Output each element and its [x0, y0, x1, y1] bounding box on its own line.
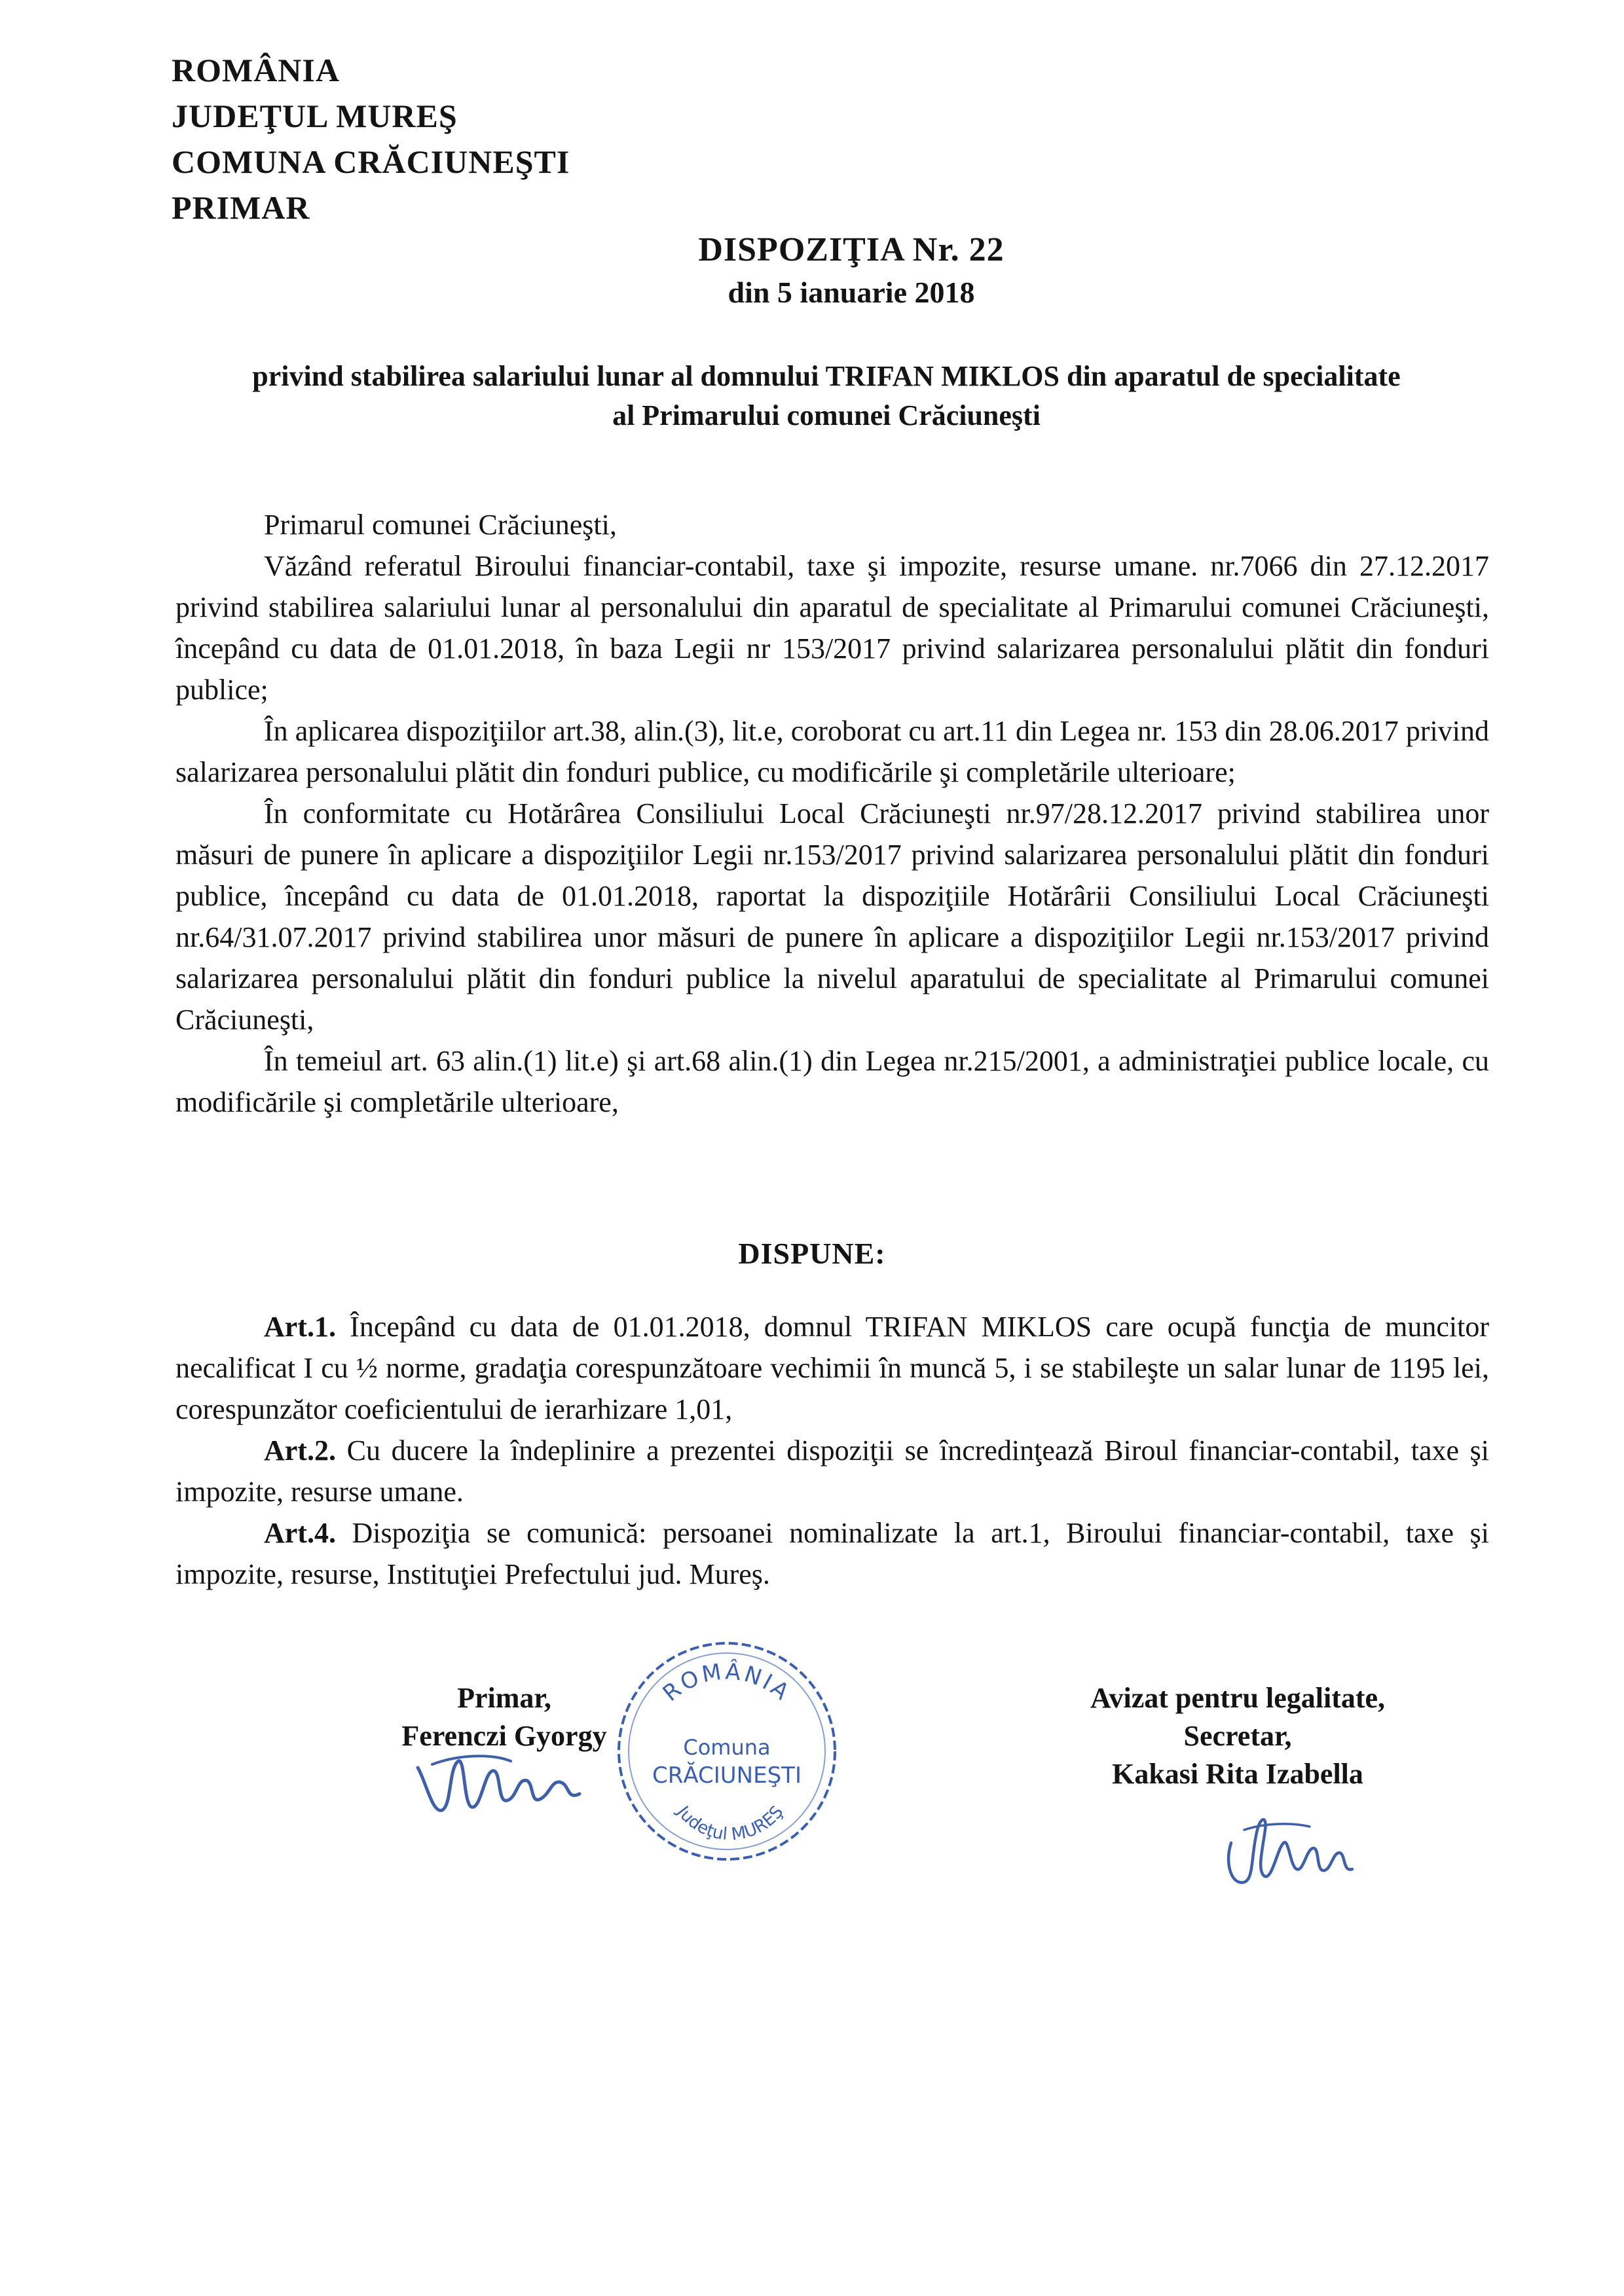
- article-4-label: Art.4.: [264, 1517, 336, 1549]
- header-commune: COMUNA CRĂCIUNEŞTI: [172, 143, 570, 180]
- article-1-text: Începând cu data de 01.01.2018, domnul TRIFAN MIKLOS care ocupă funcţia de muncitor necalificat I cu ½ norme, gradaţia corespunzătoare vechimii în muncă 5, i se stabileşte un salar lunar de 1195 lei, corespunzător coeficientului de ierarhizare 1,01,: [175, 1311, 1489, 1425]
- stamp-top-text: ROMÂNIA: [657, 1658, 796, 1707]
- stamp-bottom-text: Judeţul MUREŞ: [673, 1802, 788, 1845]
- secretary-handwritten-signature: [1218, 1804, 1369, 1895]
- header-county: JUDEŢUL MUREŞ: [172, 98, 458, 134]
- stamp-center-line-1: Comuna: [683, 1735, 771, 1760]
- subject-line-1: privind stabilirea salariului lunar al domnului TRIFAN MIKLOS din aparatul de specialitate: [252, 360, 1401, 392]
- header-office: PRIMAR: [172, 189, 310, 226]
- subject-line-2: al Primarului comunei Crăciuneşti: [612, 399, 1041, 431]
- article-1: [175, 1306, 1489, 1430]
- article-4-text: Dispoziţia se comunică: persoanei nominalizate la art.1, Biroului financiar-contabil, taxe şi impozite, resurse, Instituţiei Prefectului jud. Mureş.: [175, 1517, 1489, 1590]
- secretary-name: Kakasi Rita Izabella: [1112, 1758, 1363, 1790]
- articles: [175, 1306, 1489, 1595]
- preamble: [175, 504, 1489, 1123]
- article-2-label: Art.2.: [264, 1434, 336, 1467]
- article-1-label: Art.1.: [264, 1311, 336, 1343]
- preamble-legal-basis: În aplicarea dispoziţiilor art.38, alin.(3), lit.e, coroborat cu art.11 din Legea nr. 153 din 28.06.2017 privind salarizarea personalului plătit din fonduri publice, cu modificările şi completările ulterioare;: [175, 715, 1489, 788]
- document-subject: [172, 357, 1481, 435]
- preamble-referat: Văzând referatul Biroului financiar-contabil, taxe şi impozite, resurse umane. nr.7066 din 27.12.2017 privind stabilirea salariului lunar al personalului din aparatul de specialitate al Primarului comunei Crăciuneşti, începând cu data de 01.01.2018, în baza Legii nr 153/2017 privind salarizarea personalului plătit din fonduri publice;: [175, 550, 1489, 706]
- legality-notice: Avizat pentru legalitate,: [1090, 1682, 1386, 1714]
- dispune-heading: DISPUNE:: [738, 1237, 886, 1270]
- header-country: ROMÂNIA: [172, 52, 340, 88]
- mayor-role: Primar,: [457, 1682, 551, 1714]
- secretary-signature-block: [1035, 1679, 1441, 1793]
- article-2: [175, 1430, 1489, 1512]
- document-date: din 5 ianuarie 2018: [728, 276, 975, 309]
- article-2-text: Cu ducere la îndeplinire a prezentei dispoziţii se încredinţează Biroul financiar-contabil, taxe şi impozite, resurse umane.: [175, 1434, 1489, 1508]
- document-title: DISPOZIŢIA Nr. 22: [698, 231, 1005, 268]
- preamble-mayor: Primarul comunei Crăciuneşti,: [264, 509, 617, 541]
- mayor-handwritten-signature: [413, 1741, 589, 1827]
- official-seal-stamp: [609, 1633, 845, 1869]
- secretary-role: Secretar,: [1183, 1720, 1292, 1752]
- preamble-law-reference: În temeiul art. 63 alin.(1) lit.e) şi art.68 alin.(1) din Legea nr.215/2001, a administraţiei publice locale, cu modificările şi completările ulterioare,: [175, 1045, 1489, 1118]
- preamble-council-decision: În conformitate cu Hotărârea Consiliului Local Crăciuneşti nr.97/28.12.2017 privind stabilirea unor măsuri de punere în aplicare a dispoziţiilor Legii nr.153/2017 privind salarizarea personalului plătit din fonduri publice, începând cu data de 01.01.2018, raportat la dispoziţiile Hotărârii Consiliului Local Crăciuneşti nr.64/31.07.2017 privind stabilirea unor măsuri de punere în aplicare a dispoziţiilor Legii nr.153/2017 privind salarizarea personalului plătit din fonduri publice la nivelul aparatului de specialitate al Primarului comunei Crăciuneşti,: [175, 797, 1489, 1036]
- mayor-name: Ferenczi Gyorgy: [401, 1720, 607, 1752]
- stamp-center-line-2: CRĂCIUNEŞTI: [652, 1762, 802, 1789]
- article-4: [175, 1512, 1489, 1595]
